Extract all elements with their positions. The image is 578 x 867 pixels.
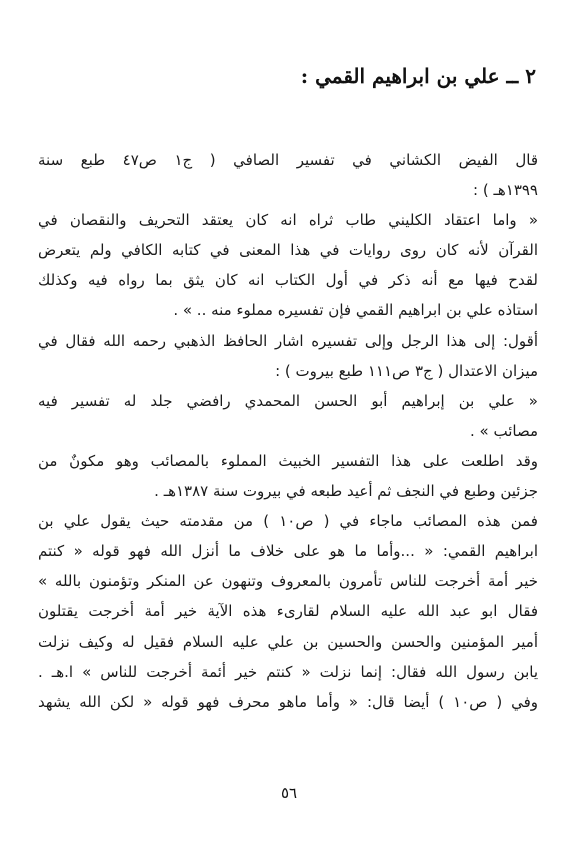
text-line: أقول: إلى هذا الرجل وإلى تفسيره اشار الحافظ الذهبي رحمه الله فقال في [38, 331, 538, 350]
page-number: ٥٦ [280, 784, 298, 802]
text-line: « واما اعتقاد الكليني طاب ثراه انه كان يعتقد التحريف والنقصان في [38, 211, 538, 230]
text-line: وفي ( ص١٠ ) أيضا قال: « وأما ماهو محرف فهو قوله « لكن الله يشهد [38, 692, 538, 711]
body-text [38, 145, 538, 717]
text-line: « علي بن إبراهيم أبو الحسن المحمدي رافضي جلد له تفسير فيه [38, 391, 538, 410]
text-line: جزئين وطبع في النجف ثم أعيد طبعه في بيروت سنة ١٣٨٧هـ . [154, 482, 538, 501]
section-heading: ٢ ــ علي بن ابراهيم القمي : [300, 64, 536, 88]
text-line: فمن هذه المصائب ماجاء في ( ص١٠ ) من مقدمته حيث يقول علي بن [38, 512, 538, 531]
text-line: خير أمة أخرجت للناس تأمرون بالمعروف وتنهون عن المنكر وتؤمنون بالله » [38, 572, 538, 591]
text-line: يابن رسول الله فقال: إنما نزلت « كنتم خير أئمة أخرجت للناس » ا.هـ . [38, 662, 538, 681]
text-line: ١٣٩٩هـ ) : [473, 181, 538, 200]
text-line: ابراهيم القمي: « ...وأما ما هو على خلاف ما أنزل الله فهو قوله « كنتم [38, 542, 538, 561]
text-line: مصائب » . [470, 421, 538, 440]
text-line: ميزان الاعتدال ( ج٣ ص١١١ طبع بيروت ) : [275, 361, 538, 380]
text-line: لقدح فيها مع أنه ذكر في أول الكتاب انه كان يثق بما رواه فيه وكذلك [38, 271, 538, 290]
text-line: وقد اطلعت على هذا التفسير الخبيث المملوء بالمصائب وهو مكونٌ من [38, 451, 538, 470]
text-line: استاذه علي بن ابراهيم القمي فإن تفسيره مملوء منه .. » . [173, 301, 538, 320]
text-line: قال الفيض الكشاني في تفسير الصافي ( ج١ ص٤٧ طبع سنة [38, 151, 538, 169]
text-line: فقال ابو عبد الله عليه السلام لقارىء هذه الآية خير أمة أخرجت يقتلون [38, 602, 538, 621]
text-line: القرآن لأنه كان روى روايات في هذا المعنى في كتابه الكافي ولم يتعرض [38, 241, 538, 260]
text-line: أمير المؤمنين والحسن والحسين بن علي عليه السلام فقيل له وكيف نزلت [38, 632, 538, 651]
